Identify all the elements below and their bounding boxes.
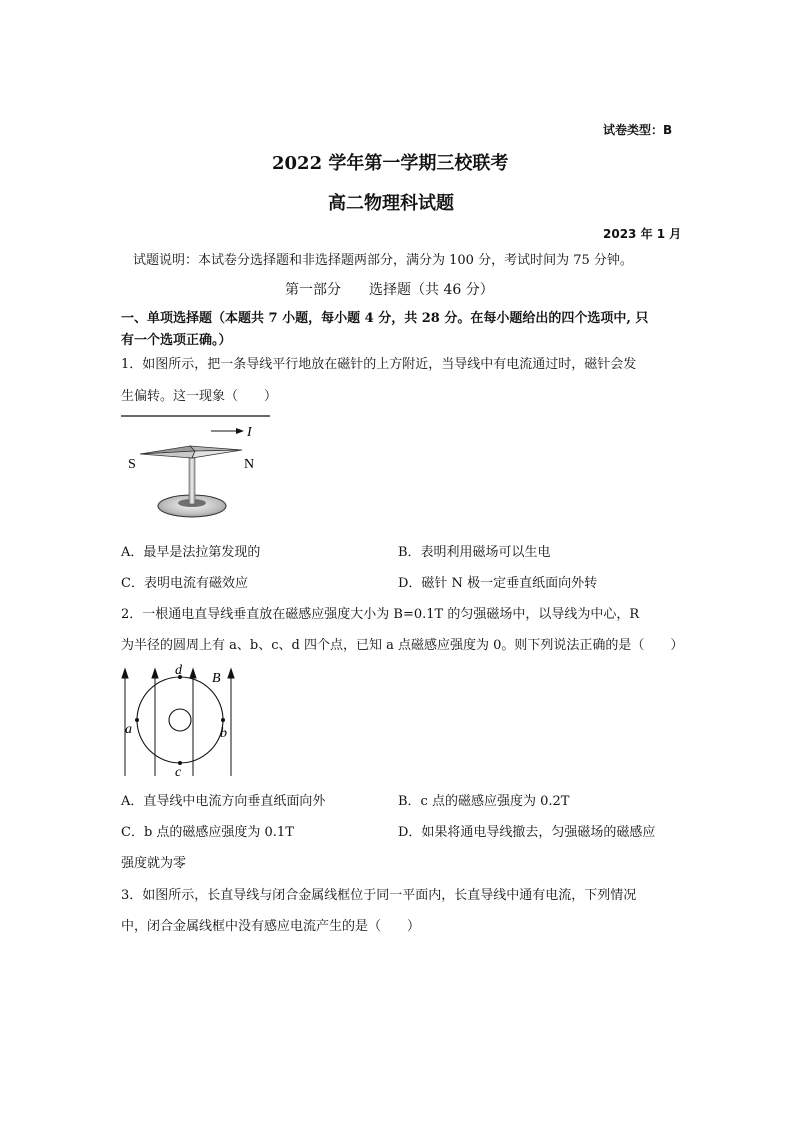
exam-title: 2022 学年第一学期三校联考 <box>272 153 509 174</box>
paper-type: 试卷类型：B <box>603 123 673 137</box>
q2-stem-line2: 为半径的圆周上有 a、b、c、d 四个点，已知 a 点磁感应强度为 0。则下列说法正确的是（ ） <box>121 638 684 653</box>
q1-figure-compass <box>118 410 288 530</box>
label-field-b: B <box>212 671 221 686</box>
label-a: a <box>125 722 132 737</box>
q1-option-b: B．表明利用磁场可以生电 <box>398 545 551 560</box>
current-label: I <box>247 425 252 440</box>
exam-subtitle: 高二物理科试题 <box>328 193 454 214</box>
wire-cross-section <box>169 709 191 731</box>
label-b: b <box>220 726 227 741</box>
q1-stem-line2: 生偏转。这一现象（ ） <box>121 389 278 404</box>
q2-stem-line1: 2．一根通电直导线垂直放在磁感应强度大小为 B=0.1T 的匀强磁场中，以导线为中心，R <box>121 607 640 622</box>
q2-figure-field <box>118 660 248 780</box>
q2-option-b: B．c 点的磁感应强度为 0.2T <box>398 794 570 809</box>
q1-option-a: A．最早是法拉第发现的 <box>121 545 261 560</box>
label-d: d <box>175 663 182 678</box>
q1-option-c: C．表明电流有磁效应 <box>121 576 248 591</box>
exam-date: 2023 年 1 月 <box>603 227 682 241</box>
q2-option-d: D．如果将通电导线撤去，匀强磁场的磁感应 <box>398 825 656 840</box>
pole-s-label: S <box>128 457 136 472</box>
section-heading-line1: 一、单项选择题（本题共 7 小题，每小题 4 分，共 28 分。在每小题给出的四个选项中, 只 <box>121 311 649 326</box>
q2-option-c: C．b 点的磁感应强度为 0.1T <box>121 825 294 840</box>
exam-instructions: 试题说明：本试卷分选择题和非选择题两部分，满分为 100 分，考试时间为 75 分钟。 <box>133 253 633 268</box>
section-heading-line2: 有一个选项正确。） <box>121 333 232 348</box>
label-c: c <box>175 765 182 780</box>
q2-option-a: A．直导线中电流方向垂直纸面向外 <box>121 794 326 809</box>
q2-option-d-continued: 强度就为零 <box>121 856 187 871</box>
compass-stem <box>189 458 195 504</box>
point-a-dot <box>135 718 139 722</box>
q1-stem-line1: 1．如图所示，把一条导线平行地放在磁针的上方附近，当导线中有电流通过时，磁针会发 <box>121 357 637 372</box>
q3-stem-line2: 中，闭合金属线框中没有感应电流产生的是（ ） <box>121 919 421 934</box>
point-b-dot <box>221 718 225 722</box>
q3-stem-line1: 3．如图所示，长直导线与闭合金属线框位于同一平面内，长直导线中通有电流，下列情况 <box>121 888 637 903</box>
part-title: 第一部分 选择题（共 46 分） <box>285 282 494 298</box>
q1-option-d: D．磁针 N 极一定垂直纸面向外转 <box>398 576 598 591</box>
pole-n-label: N <box>244 457 255 472</box>
